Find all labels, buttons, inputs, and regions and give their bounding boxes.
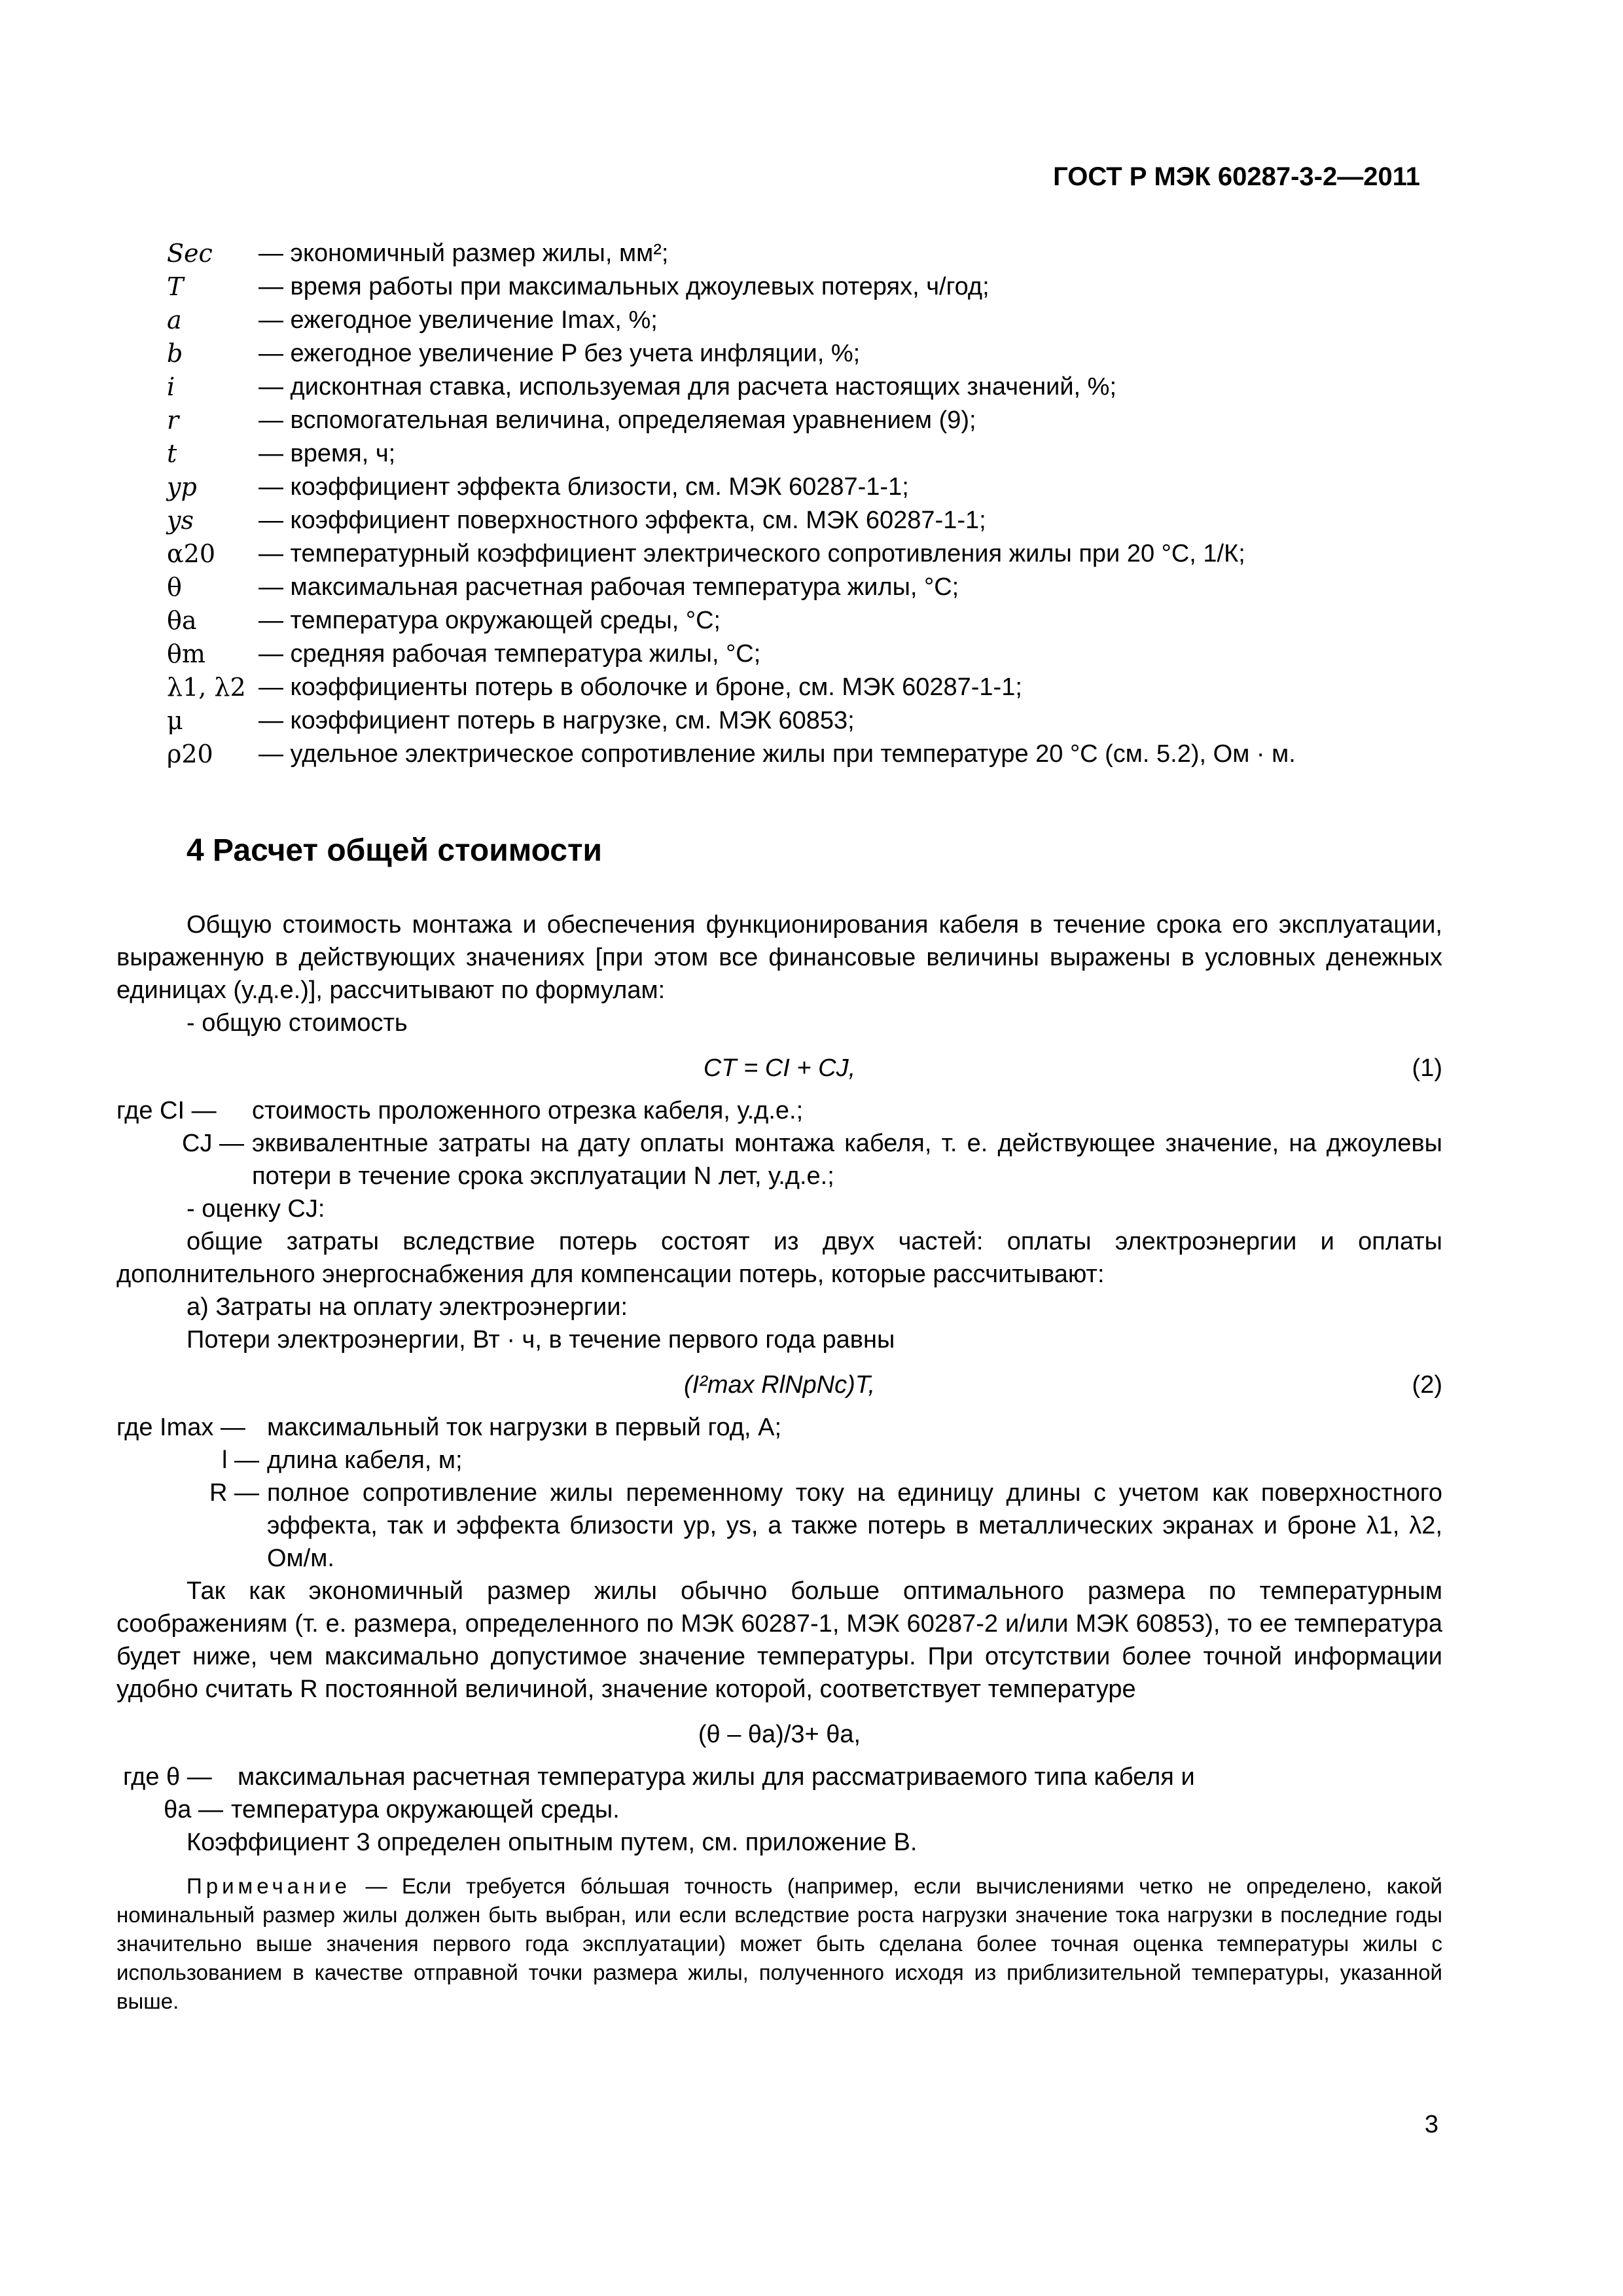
where-symbol: где CI — bbox=[116, 1097, 217, 1124]
definition-text: — температурный коэффициент электрического сопротивления жилы при 20 °С, 1/К; bbox=[259, 540, 1245, 567]
definition-symbol: θ bbox=[167, 573, 182, 601]
definition-row bbox=[167, 604, 1450, 637]
where-text: температура окружающей среды. bbox=[231, 1796, 620, 1823]
note-paragraph bbox=[116, 1872, 1442, 2016]
coefficient-line: Коэффициент 3 определен опытным путем, см. приложение В. bbox=[187, 1829, 918, 1856]
definitions-list bbox=[167, 237, 1450, 771]
definition-text: — время работы при максимальных джоулевых потерях, ч/год; bbox=[259, 273, 990, 300]
formula-2-number: (2) bbox=[1412, 1371, 1442, 1399]
where-symbol: CJ — bbox=[182, 1130, 244, 1157]
list-item-cj: - оценку CJ: bbox=[187, 1195, 325, 1223]
where-text: длина кабеля, м; bbox=[267, 1446, 463, 1474]
definition-text: — время, ч; bbox=[259, 440, 396, 467]
definition-text: — ежегодное увеличение Imax, %; bbox=[259, 306, 658, 334]
where-symbol: где Imax — bbox=[116, 1414, 245, 1441]
where-symbol: где θ — bbox=[123, 1763, 212, 1791]
definition-text: — коэффициенты потерь в оболочке и броне, см. МЭК 60287-1-1; bbox=[259, 673, 1022, 701]
definition-row bbox=[167, 704, 1450, 738]
where-row bbox=[116, 1127, 1442, 1193]
definition-symbol: λ1, λ2 bbox=[167, 673, 246, 702]
where-text: максимальная расчетная температура жилы для рассматриваемого типа кабеля и bbox=[238, 1763, 1195, 1791]
where-row bbox=[116, 1411, 1442, 1444]
where-symbol: l — bbox=[222, 1446, 259, 1474]
definition-text: — коэффициент эффекта близости, см. МЭК 60287-1-1; bbox=[259, 473, 909, 501]
where-row bbox=[116, 1444, 1442, 1477]
definition-row bbox=[167, 471, 1450, 504]
definition-row bbox=[167, 571, 1450, 604]
definition-symbol: T bbox=[167, 272, 184, 301]
formula-2-expression: (I²max RlNpNc)T, bbox=[683, 1371, 876, 1399]
formula-3 bbox=[116, 1715, 1442, 1754]
definition-row bbox=[167, 404, 1450, 437]
definition-text: — вспомогательная величина, определяемая уравнением (9); bbox=[259, 406, 976, 434]
where-row bbox=[116, 1477, 1442, 1575]
definition-row bbox=[167, 270, 1450, 304]
definition-row bbox=[167, 738, 1450, 771]
definition-row bbox=[167, 337, 1450, 370]
definition-symbol: μ bbox=[167, 706, 183, 735]
definition-text: — ежегодное увеличение P без учета инфляции, %; bbox=[259, 340, 861, 367]
where-row bbox=[116, 1761, 1442, 1793]
intro-paragraph: Общую стоимость монтажа и обеспечения функционирования кабеля в течение срока его эксплуатации, выраженную в действующих значениях [при этом все финансовые величины выражены в условных денежных единицах (у.д.е.)], рассчитывают по формулам: bbox=[116, 911, 1442, 1004]
definition-symbol: r bbox=[167, 406, 179, 435]
where-text: эквивалентные затраты на дату оплаты монтажа кабеля, т. е. действующее значение, на джоулевы потери в течение срока эксплуатации N лет, у.д.е.; bbox=[252, 1130, 1442, 1190]
definition-text: — максимальная расчетная рабочая температура жилы, °С; bbox=[259, 573, 959, 601]
definition-row bbox=[167, 437, 1450, 471]
where-text: полное сопротивление жилы переменному току на единицу длины с учетом как поверхностного эффекта, так и эффекта близости yp, ys, а также потерь в металлических экранах и броне λ1, λ2, Ом/м. bbox=[267, 1479, 1442, 1572]
definition-row bbox=[167, 671, 1450, 704]
definition-text: — средняя рабочая температура жилы, °С; bbox=[259, 640, 761, 668]
definition-text: — удельное электрическое сопротивление жилы при температуре 20 °С (см. 5.2), Ом · м. bbox=[259, 740, 1296, 768]
definition-row bbox=[167, 537, 1450, 571]
definition-text: — экономичный размер жилы, мм²; bbox=[259, 240, 669, 267]
page-number: 3 bbox=[1424, 2111, 1438, 2138]
definition-symbol: a bbox=[167, 306, 182, 334]
definition-text: — коэффициент поверхностного эффекта, см. МЭК 60287-1-1; bbox=[259, 507, 986, 534]
list-item-a: а) Затраты на оплату электроэнергии: bbox=[187, 1293, 628, 1321]
definition-symbol: α20 bbox=[167, 539, 216, 568]
definition-text: — коэффициент потерь в нагрузке, см. МЭК 60853; bbox=[259, 707, 855, 734]
where-row bbox=[116, 1793, 1442, 1826]
economic-paragraph: Так как экономичный размер жилы обычно больше оптимального размера по температурным соображениям (т. е. размера, определенного по МЭК 60287-1, МЭК 60287-2 и/или МЭК 60853), то ее температура будет ниже, чем максимально допустимое значение температуры. При отсутствии более точной информации удобно считать R постоянной величиной, значение которой, соответствует температуре bbox=[116, 1577, 1442, 1703]
definition-text: — дисконтная ставка, используемая для расчета настоящих значений, %; bbox=[259, 373, 1117, 401]
formula-1-expression: CT = CI + CJ, bbox=[703, 1054, 856, 1082]
definition-symbol: t bbox=[167, 439, 177, 468]
where-symbol: θa — bbox=[164, 1796, 223, 1823]
formula-2 bbox=[116, 1365, 1442, 1405]
where-text: максимальный ток нагрузки в первый год, А; bbox=[267, 1414, 782, 1441]
where-text: стоимость проложенного отрезка кабеля, у.д.е.; bbox=[252, 1097, 804, 1124]
definition-symbol: ρ20 bbox=[167, 740, 213, 768]
section-heading: 4 Расчет общей стоимости bbox=[187, 833, 603, 868]
definition-symbol: yp bbox=[167, 473, 197, 501]
note-label: Примечание bbox=[187, 1874, 351, 1898]
definition-text: — температура окружающей среды, °С; bbox=[259, 607, 721, 634]
formula-1-number: (1) bbox=[1412, 1054, 1442, 1082]
definition-symbol: ys bbox=[167, 506, 194, 535]
list-item-total: - общую стоимость bbox=[187, 1009, 408, 1037]
formula-3-expression: (θ – θa)/3+ θa, bbox=[698, 1721, 861, 1748]
definition-symbol: i bbox=[167, 372, 175, 401]
definition-row bbox=[167, 370, 1450, 404]
definition-symbol: Sec bbox=[167, 239, 213, 268]
document-code: ГОСТ Р МЭК 60287-3-2—2011 bbox=[1053, 162, 1420, 191]
formula-1 bbox=[116, 1049, 1442, 1088]
definition-row bbox=[167, 504, 1450, 537]
definition-symbol: b bbox=[167, 339, 183, 368]
note-text: — Если требуется бо́льшая точность (например, если вычислениями четко не определено, какой номинальный размер жилы должен быть выбран, или если вследствие роста нагрузки значение тока нагрузки в последние годы значительно выше значения первого года эксплуатации) может быть сделана более точная оценка температуры жилы с использованием в качестве отправной точки размера жилы, полученного исходя из приблизительной температуры, указанной выше. bbox=[116, 1874, 1442, 2013]
definition-row bbox=[167, 637, 1450, 671]
costs-paragraph: общие затраты вследствие потерь состоят из двух частей: оплаты электроэнергии и оплаты дополнительного энергоснабжения для компенсации потерь, которые рассчитывают: bbox=[116, 1228, 1442, 1288]
definition-symbol: θa bbox=[167, 606, 197, 635]
where-row bbox=[116, 1094, 1442, 1127]
definition-row bbox=[167, 304, 1450, 337]
where-symbol: R — bbox=[209, 1479, 259, 1507]
losses-line: Потери электроэнергии, Вт · ч, в течение первого года равны bbox=[187, 1326, 895, 1354]
section-body bbox=[116, 908, 1442, 2016]
definition-row bbox=[167, 237, 1450, 270]
definition-symbol: θm bbox=[167, 639, 205, 668]
